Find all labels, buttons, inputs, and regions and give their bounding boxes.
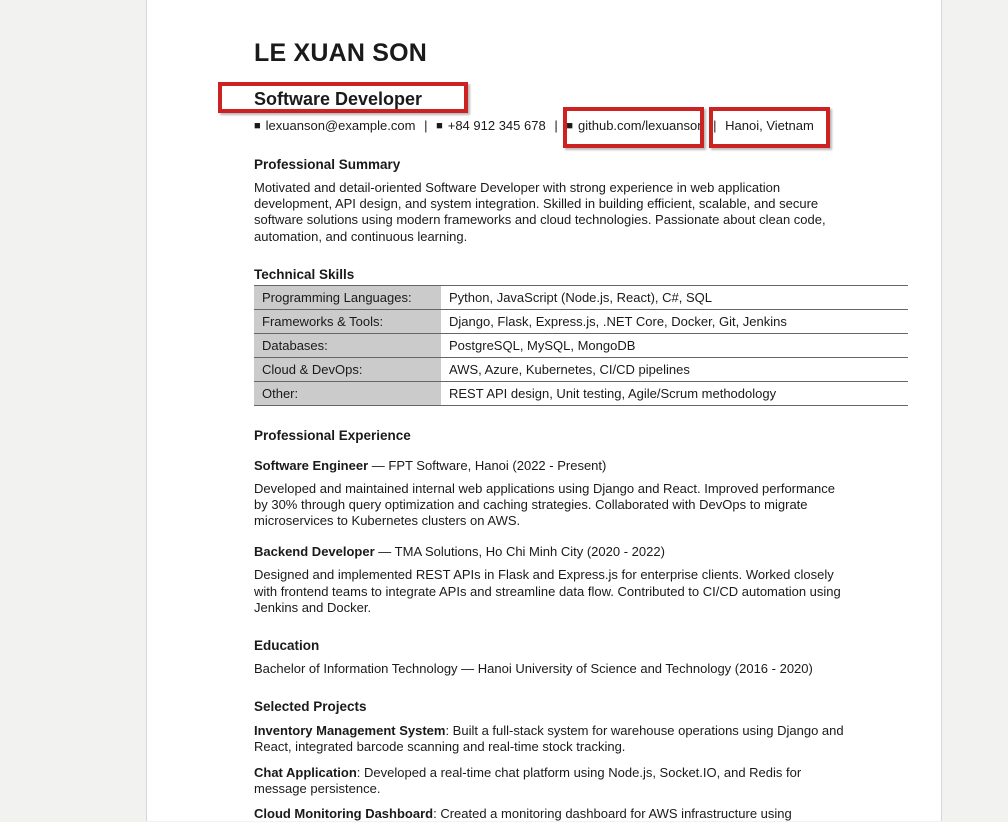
resume-content [254,40,910,822]
contact-line [254,118,910,135]
skills-table [254,285,908,406]
contact-phone: +84 912 345 678 [447,118,546,133]
table-row [254,309,908,333]
education-text: Bachelor of Information Technology — Hanoi University of Science and Technology (2016 - 2020) [254,661,813,677]
job-heading [254,544,846,559]
project-name: Inventory Management System [254,723,446,739]
phone-icon: ■ [436,120,443,132]
section-heading-projects: Selected Projects [254,699,367,715]
section-heading-summary: Professional Summary [254,157,401,172]
resume-name: LE XUAN SON [254,39,428,67]
skill-label: Programming Languages: [254,285,441,309]
contact-github: github.com/lexuanson [578,118,705,133]
skill-label: Other: [254,381,441,405]
project-description: : Created a monitoring dashboard for AWS infrastructure using [433,806,792,822]
github-icon: ■ [566,120,573,132]
resume-job-title: Software Developer [254,89,423,109]
section-heading-experience: Professional Experience [254,427,411,443]
resume-page [146,0,942,821]
project-description: : Developed a real-time chat platform using Node.js, Socket.IO, and Redis for message persistence. [254,764,802,796]
contact-email: lexuanson@example.com [265,118,416,133]
job-meta: — FPT Software, Hanoi (2022 - Present) [371,457,607,473]
summary-text: Motivated and detail-oriented Software Developer with strong experience in web application development, API design, and system integration. Skilled in building efficient, scalable, and secure software solutions using modern frameworks and cloud technologies. Passionate about clean code, automation, and continuous learning. [254,180,826,244]
table-row [254,357,908,381]
project-name: Chat Application [254,764,357,780]
skill-label: Databases: [254,333,441,357]
contact-separator: | [554,118,558,133]
contact-separator: | [713,118,717,133]
title-row [254,89,910,109]
project-item [254,723,846,755]
section-heading-education: Education [254,638,320,654]
table-row [254,285,908,309]
email-icon: ■ [254,120,261,132]
project-description: : Built a full-stack system for warehouse operations using Django and React, integrated barcode scanning and real-time stock tracking. [254,723,844,755]
job-role: Backend Developer [254,544,375,560]
skill-value: Python, JavaScript (Node.js, React), C#, SQL [441,285,908,309]
section-heading-skills: Technical Skills [254,266,355,282]
skill-value: REST API design, Unit testing, Agile/Scrum methodology [441,381,908,405]
job-meta: — TMA Solutions, Ho Chi Minh City (2020 - 2022) [378,544,665,560]
contact-separator: | [424,118,428,133]
skill-label: Cloud & DevOps: [254,357,441,381]
project-item [254,765,846,797]
skill-label: Frameworks & Tools: [254,309,441,333]
job-heading [254,458,846,473]
job-description: Designed and implemented REST APIs in Flask and Express.js for enterprise clients. Worked closely with frontend teams to integrate APIs and streamline data flow. Contributed to CI/CD automation using Jenkins and Docker. [254,567,841,615]
skill-value: AWS, Azure, Kubernetes, CI/CD pipelines [441,357,908,381]
job-description: Developed and maintained internal web applications using Django and React. Improved performance by 30% through query optimization and caching strategies. Collaborated with DevOps to migrate microservices to Kubernetes clusters on AWS. [254,480,836,529]
project-item [254,806,846,822]
job-role: Software Engineer [254,457,369,473]
skill-value: PostgreSQL, MySQL, MongoDB [441,333,908,357]
project-name: Cloud Monitoring Dashboard [254,806,434,822]
table-row [254,333,908,357]
contact-location: Hanoi, Vietnam [725,118,814,133]
table-row [254,381,908,405]
skill-value: Django, Flask, Express.js, .NET Core, Docker, Git, Jenkins [441,309,908,333]
